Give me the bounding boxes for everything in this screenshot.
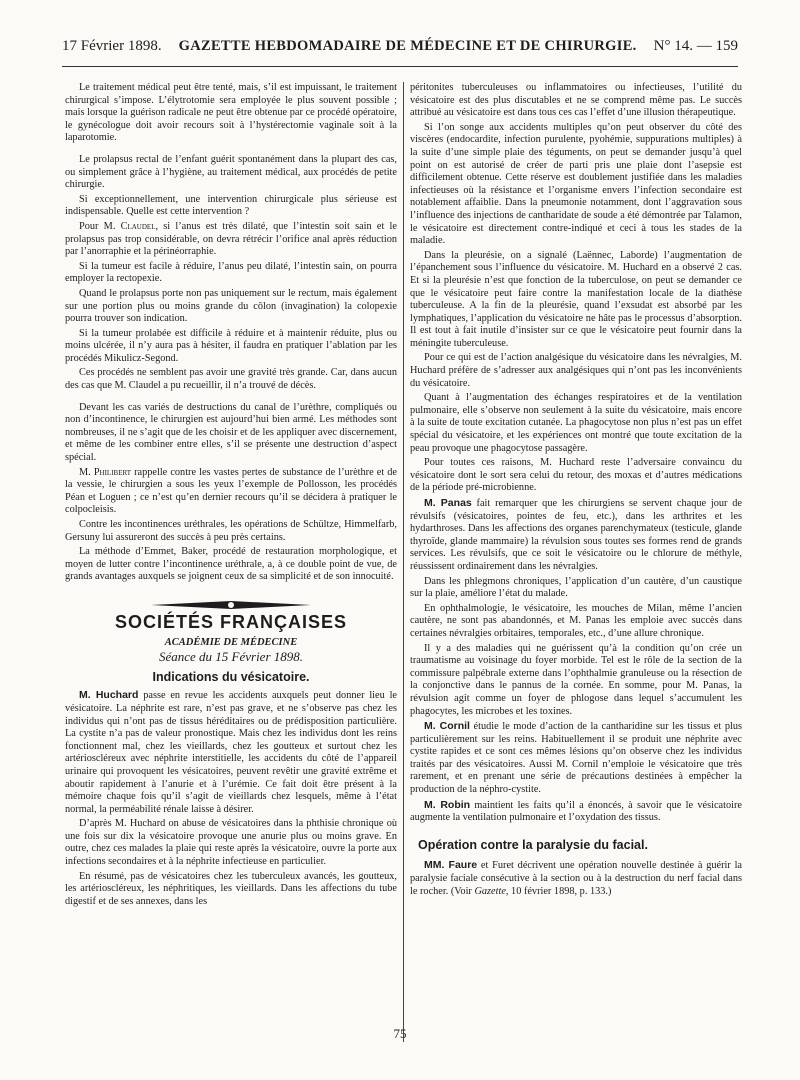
paragraph: D’après M. Huchard on abuse de vésicatoires dans la phthisie chronique où une fois sur dix la vésicatoire provoque une anurie plus ou moins grave. En outre, chez ces malades la plaie qui reste après la vésicatoire, ouvre la porte aux infections secondaires et à la néphrite infectieuse en particulier. [65,818,397,868]
paragraph: Pour ce qui est de l’action analgésique du vésicatoire dans les névralgies, M. Huchard préfère de s’adresser aux analgésiques qui n’ont pas les inconvénients du vésicatoire. [410,352,742,389]
left-column [65,82,397,910]
paragraph: Pour M. Claudel, si l’anus est très dilaté, que l’intestin soit sain et le prolapsus pas trop considérable, on devra rétrécir l’orifice anal après réduction par l’anorraphie et la périnéorraphie. [65,220,397,258]
speaker-name: M. Robin [424,798,471,811]
paragraph: péritonites tuberculeuses ou inflammatoires ou infectieuses, l’utilité du vésicatoire est des plus discutables et ne se comprend même pas. Le succès attribué au vésicatoire est dans tous ces cas l’effet d’une illusion thérapeutique. [410,82,742,119]
paragraph: Le prolapsus rectal de l’enfant guérit spontanément dans la plupart des cas, ou simplement grâce à l’hygiène, au traitement médical, aux procédés de petite chirurgie. [65,153,397,191]
paragraph: Contre les incontinences uréthrales, les opérations de Schültze, Himmelfarb, Gersuny lui assureront des succès à peu près certains. [65,519,397,543]
paragraph: Devant les cas variés de destructions du canal de l’urèthre, compliqués ou non d’incontinence, le chirurgien est aujourd’hui bien armé. Les méthodes sont nombreuses, il ne s’agit que de les choisir et de les appliquer avec discernement, et même de les combiner entre elles, s’il se présente une destruction d’aspect spécial. [65,401,397,464]
paragraph: Dans les phlegmons chroniques, l’application d’un cautère, d’un caustique sur la plaie, améliore l’état du malade. [410,575,742,600]
ornament-rule [65,600,397,610]
speaker-name: M. Panas [424,497,472,509]
paragraph: MM. Faure et Furet décrivent une opération nouvelle destinée à guérir la paralysie faciale consécutive à la section ou à la destruction du nerf facial dans le rocher. (Voir Gazette, 10 février 1898, p. 133.) [410,859,743,897]
paragraph: M. Robin maintient les faits qu’il a énoncés, à savoir que le vésicatoire augmente la ventilation pulmonaire et l’oxydation des tissus. [410,798,742,824]
right-column [410,82,742,900]
header-date: 17 Février 1898. [62,38,162,54]
paragraph: M. Panas fait remarquer que les chirurgiens se servent chaque jour de révulsifs (vésicatoires, pointes de feu, etc.), dans les arthrites et les hydarthroses. Dans les affections des organes parenchymateux (testicule, glande thyroïde, glande mammaire) la révulsion sous toutes ses formes rend de grands services. Les révulsifs, que ce soit le vésicatoire ou le chlorure de méthyle, réussissent ordinairement dans les névralgies. [410,497,742,572]
topic-heading: Opération contre la paralysie du facial. [418,837,648,852]
paragraph: M. Philibert rappelle contre les vastes pertes de substance de l’urèthre et de la vessie, le chirurgien a sous les yeux l’exemple de Pollosson, les procédés Péan et Loguen ; ce n’est qu’en dernier recours qu’il se décidera à pratiquer le colpocleisis. [65,466,397,516]
speaker-name: M. Cornil [424,720,470,733]
column-divider [403,82,404,1042]
ornament-icon [151,600,311,610]
paragraph: Pour toutes ces raisons, M. Huchard reste l’adversaire convaincu du vésicatoire dont le sort sera celui du retour, des moxas et d’autres médications de la période pré-microbienne. [410,457,742,494]
paragraph: Ces procédés ne semblent pas avoir une gravité très grande. Car, dans aucun des cas que M. Claudel a pu recueillir, il n’a trouvé de décès. [65,367,397,392]
paragraph: M. Cornil étudie le mode d’action de la cantharidine sur les tissus et plus particulièrement sur les reins. Habituellement il se produit une néphrite avec cystite rapides et ce sont ces mêmes lésions qu’on observe chez les individus traités par des vésicatoires. Aussi M. Cornil n’emploie le vésicatoire que très rarement, et en prenant une série de précautions destinées à empêcher la production de la néphro-cystite. [410,720,742,796]
paragraph: M. Huchard passe en revue les accidents auxquels peut donner lieu le vésicatoire. La néphrite est rare, n’est pas grave, et ne s’observe pas chez les individus qui n’ont pas de tissus héréditaires ou de prédisposition particulière. La cystite n’a pas de valeur pronostique. Mais chez les individus dont les reins fonctionnent mal, chez les vieillards, chez les goutteux et surtout chez les artérioscléreux avec néphrite interstitielle, les accidents du côté de l’appareil urinaire qui provoquent les vésicatoires, peuvent revêtir une gravité extrême et aboutir rapidement à l’anurie et à l’urémie. Ce fait doit être présent à la mémoire chaque fois qu’il s’agit de vieillards chez lesquels, même à l’état normal, la perméabilité rénale laisse à désirer. [65,689,398,815]
paragraph: Dans la pleurésie, on a signalé (Laënnec, Laborde) l’augmentation de l’épanchement sous l’influence du vésicatoire. M. Huchard en a observé 2 cas. Et si la pleurésie n’est que fonction de la tuberculose, on peut se demander ce que le vésicatoire peut faire contre la manifestation locale de la diathèse tuberculeuse. A la fin de la pleurésie, quand l’exsudat est absorbé par les lymphatiques, l’application du vésicatoire ne hâte pas le processus d’absorption. Il est tout à fait inutile d’insister sur ce que le vésicatoire peut fournir dans la méningite tuberculeuse. [410,249,742,349]
issue-number: N° 14. — 159 [653,38,738,54]
page-number: 75 [393,1026,407,1041]
running-header [62,38,738,67]
paragraph: Si la tumeur est facile à réduire, l’anus peu dilaté, l’intestin sain, on pourra employer la rectopexie. [65,260,397,285]
topic-heading: Indications du vésicatoire. [152,669,310,684]
paragraph: En ophthalmologie, le vésicatoire, les mouches de Milan, même l’ancien cautère, ne sont pas abandonnés, et M. Panas les emploie avec succès dans certaines névralgies orbitaires, temporales, etc., d’une allure chronique. [410,602,742,639]
session-date: Séance du 15 Février 1898. [158,649,304,665]
paragraph: La méthode d’Emmet, Baker, procédé de restauration morphologique, et moyen de lutter contre l’incontinence uréthrale, a, à ce double point de vue, de grands avantages auxquels se joignent ceux de sa simplicité et de son innocuité. [65,546,397,583]
paragraph: Si exceptionnellement, une intervention chirurgicale plus sérieuse est indispensable. Quelle est cette intervention ? [65,193,397,218]
paragraph: Si l’on songe aux accidents multiples qu’on peut observer du côté des viscères (endocardite, infection purulente, pyohémie, suppurations multiples) à la suite d’une simple plaie des téguments, on peut se demander jusqu’à quel point on est autorisé de créer de parti pris une plaie dont l’asepsie est difficilement obtenue. Cette réserve est doublement justifiée dans les maladies infectieuses où la résistance et l’organisme envers l’infection secondaire est notablement affaiblie. Dans la pneumonie notamment, dont l’aggravation sous l’influence des injections de cantharidate de soude a été démontrée par Talamon, le vésicatoire est directement contre-indiqué et ceci à tous les stades de la maladie. [410,121,742,247]
academy-heading: ACADÉMIE DE MÉDECINE [164,636,298,648]
author-name: Philibert [93,466,132,478]
paragraph: En résumé, pas de vésicatoires chez les tuberculeux avancés, les goutteux, les artérioscléreux, les néphritiques, les vieillards. Dans les affections du tube digestif et de ses annexes, dans les [65,870,397,907]
section-heading: SOCIÉTÉS FRANÇAISES [114,611,348,632]
journal-title: GAZETTE HEBDOMADAIRE DE MÉDECINE ET DE CHIRURGIE. [178,38,637,54]
paragraph: Quand le prolapsus porte non pas uniquement sur le rectum, mais également sur une portion plus ou moins grande du côlon (invagination) la colopexie pourra trouver son indication. [65,287,397,325]
paragraph: Il y a des maladies qui ne guérissent qu’à la condition qu’on crée un traumatisme au voisinage du foyer morbide. Tel est le rôle de la section de la commissure palpébrale externe dans l’ophthalmie granuleuse ou la résection de la conjonctive dans le pannus de la cornée. En somme, pour M. Panas, la révulsion agit comme un foyer de phlogose dans lequel s’accumulent les phagocytes, les microbes et les toxines. [410,642,742,717]
paragraph: Si la tumeur prolabée est difficile à réduire et à maintenir réduite, plus ou moins ulcérée, il n’y aura pas à hésiter, il faudra en pratiquer l’ablation par les procédés Mikulicz-Segond. [65,327,397,364]
speaker-name: M. Huchard [79,689,139,702]
paragraph: Quant à l’augmentation des échanges respiratoires et de la ventilation pulmonaire, elle s’observe non seulement à la suite du vésicatoire, mais encore à la suite de toute excitation cutanée. La phagocytose non plus n’est pas un effet spécial du vésicatoire, et les expériences ont montré que toute excitation de la peau provoque une phagocytose passagère. [410,392,742,454]
speaker-name: MM. Faure [424,859,478,872]
author-name: Claudel [120,220,156,232]
paragraph: Le traitement médical peut être tenté, mais, s’il est impuissant, le traitement chirurgical s’impose. L’élytrotomie sera employée le plus souvent possible ; mais lorsque la guérison radicale ne peut être obtenue par ce procédé opératoire, le gynécologue doit avoir recours soit à l’hystérectomie vaginale soit à la laparotomie. [65,82,397,144]
